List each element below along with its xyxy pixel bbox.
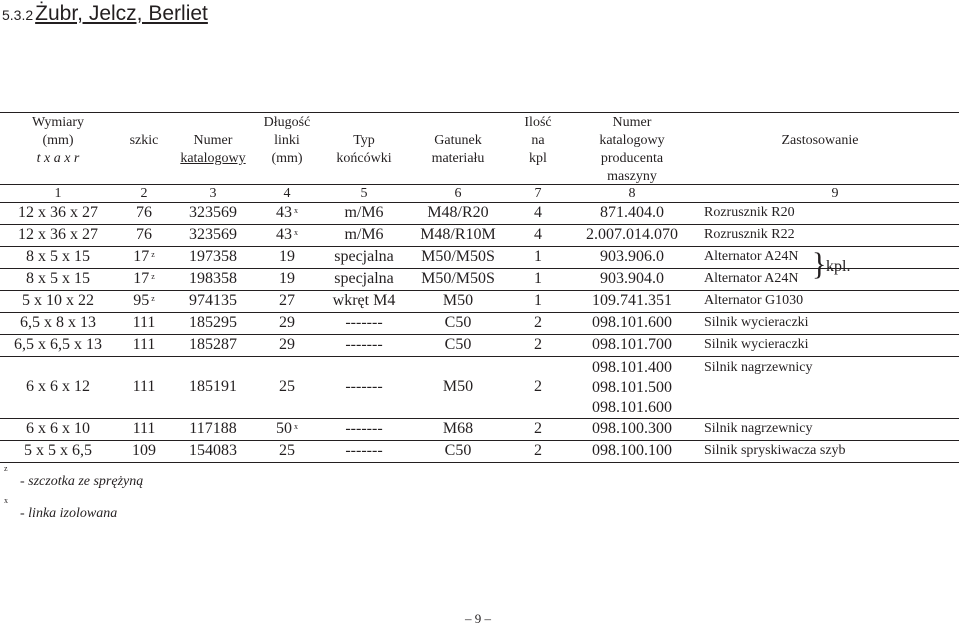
footnote-mark: z bbox=[151, 272, 155, 281]
cell-szkic-value: 109 bbox=[132, 442, 156, 459]
cell-numer-producenta: 098.101.700 bbox=[592, 336, 672, 353]
cell-typ-value: m/M6 bbox=[344, 226, 384, 243]
cell-gatunek bbox=[413, 441, 503, 461]
row-rule bbox=[0, 356, 959, 357]
column-number: 4 bbox=[283, 186, 291, 201]
header-gatunek-line: materiału bbox=[431, 151, 485, 166]
header-typ bbox=[324, 132, 404, 168]
cell-wymiary bbox=[3, 269, 113, 289]
cell-typ-value: ------- bbox=[345, 378, 383, 395]
cell-typ-value: ------- bbox=[345, 420, 383, 437]
header-ilosc-line: kpl bbox=[529, 151, 547, 166]
header-wymiary bbox=[8, 114, 108, 168]
header-ilosc-line: na bbox=[531, 133, 545, 148]
header-typ-line: końcówki bbox=[336, 151, 392, 166]
kpl-note: kpl. bbox=[826, 258, 851, 275]
cell-gatunek bbox=[413, 313, 503, 333]
cell-wymiary-value: 8 x 5 x 15 bbox=[26, 270, 90, 287]
cell-typ bbox=[319, 291, 409, 311]
cell-gatunek bbox=[413, 247, 503, 267]
cell-wymiary-value: 12 x 36 x 27 bbox=[18, 226, 98, 243]
section-heading bbox=[2, 2, 208, 26]
footnote-mark: z bbox=[151, 294, 155, 303]
cell-szkic-value: 95 bbox=[133, 292, 150, 309]
cell-gatunek-value: C50 bbox=[444, 442, 472, 459]
column-number: 1 bbox=[54, 186, 62, 201]
footnote-mark: z bbox=[151, 250, 155, 259]
footnote-mark: x bbox=[294, 422, 298, 431]
cell-ilosc-value: 2 bbox=[534, 314, 542, 331]
cell-wymiary-value: 12 x 36 x 27 bbox=[18, 204, 98, 221]
cell-wymiary bbox=[3, 291, 113, 311]
header-wymiary-line: t x a x r bbox=[36, 151, 80, 166]
cell-numer-producenta: 903.904.0 bbox=[600, 270, 664, 287]
cell-dlugosc-value: 29 bbox=[279, 336, 295, 353]
cell-gatunek-value: M48/R10M bbox=[420, 226, 496, 243]
header-numer-producenta-line: producenta bbox=[600, 151, 664, 166]
cell-dlugosc-value: 19 bbox=[279, 270, 295, 287]
cell-gatunek bbox=[413, 269, 503, 289]
header-dlugosc-line: Długość bbox=[263, 115, 311, 130]
column-number: 9 bbox=[831, 186, 839, 201]
header-szkic bbox=[114, 132, 174, 150]
cell-numer-value: 197358 bbox=[189, 248, 237, 265]
cell-typ-value: ------- bbox=[345, 336, 383, 353]
header-ilosc bbox=[510, 114, 566, 168]
header-wymiary-line: (mm) bbox=[42, 133, 74, 148]
cell-typ-value: specjalna bbox=[334, 270, 394, 287]
cell-wymiary-value: 6 x 6 x 12 bbox=[26, 378, 90, 395]
cell-numer-producenta: 098.101.500 bbox=[592, 379, 672, 396]
cell-gatunek bbox=[413, 225, 503, 245]
cell-zastosowanie: Silnik wycieraczki bbox=[704, 337, 809, 352]
cell-gatunek bbox=[413, 291, 503, 311]
cell-numer-value: 323569 bbox=[189, 226, 237, 243]
cell-typ-value: wkręt M4 bbox=[332, 292, 396, 309]
cell-ilosc-value: 1 bbox=[534, 270, 542, 287]
cell-typ bbox=[319, 247, 409, 267]
footnote-mark: x bbox=[294, 228, 298, 237]
cell-gatunek-value: C50 bbox=[444, 314, 472, 331]
cell-ilosc bbox=[493, 313, 583, 333]
header-gatunek-line: Gatunek bbox=[434, 133, 482, 148]
header-zastosowanie-line: Zastosowanie bbox=[781, 133, 859, 148]
cell-typ bbox=[319, 225, 409, 245]
cell-ilosc-value: 1 bbox=[534, 248, 542, 265]
cell-typ bbox=[319, 419, 409, 439]
cell-szkic-value: 17 bbox=[133, 270, 150, 287]
page-number: – 9 – bbox=[465, 611, 491, 626]
section-number: 5.3.2 bbox=[2, 7, 34, 23]
cell-wymiary-value: 6,5 x 8 x 13 bbox=[20, 314, 96, 331]
cell-gatunek bbox=[413, 335, 503, 355]
cell-typ bbox=[319, 441, 409, 461]
cell-zastosowanie: Rozrusznik R20 bbox=[704, 205, 795, 220]
cell-typ bbox=[319, 269, 409, 289]
column-number: 3 bbox=[209, 186, 217, 201]
cell-szkic-value: 111 bbox=[132, 314, 156, 331]
column-number: 2 bbox=[140, 186, 148, 201]
footnote-mark: x bbox=[294, 206, 298, 215]
cell-wymiary-value: 5 x 10 x 22 bbox=[22, 292, 94, 309]
cell-numer-value: 198358 bbox=[189, 270, 237, 287]
cell-numer-producenta: 098.100.100 bbox=[592, 442, 672, 459]
header-dlugosc-line: linki bbox=[274, 133, 300, 148]
column-number: 6 bbox=[454, 186, 462, 201]
header-wymiary-line: Wymiary bbox=[31, 115, 85, 130]
cell-typ bbox=[319, 377, 409, 397]
cell-szkic-value: 111 bbox=[132, 378, 156, 395]
cell-ilosc bbox=[493, 419, 583, 439]
cell-ilosc bbox=[493, 335, 583, 355]
cell-ilosc-value: 2 bbox=[534, 442, 542, 459]
header-numer-producenta-line: katalogowy bbox=[599, 133, 665, 148]
cell-ilosc bbox=[493, 441, 583, 461]
cell-ilosc-value: 2 bbox=[534, 378, 542, 395]
cell-ilosc bbox=[493, 291, 583, 311]
cell-ilosc-value: 2 bbox=[534, 336, 542, 353]
cell-wymiary-value: 6 x 6 x 10 bbox=[26, 420, 90, 437]
cell-typ bbox=[319, 313, 409, 333]
note-mark-x: x bbox=[4, 496, 8, 505]
header-dlugosc-line: (mm) bbox=[271, 151, 303, 166]
cell-wymiary bbox=[3, 225, 113, 245]
header-numer-producenta bbox=[584, 114, 680, 186]
header-numer-katalogowy-line: katalogowy bbox=[180, 151, 246, 166]
cell-wymiary-value: 8 x 5 x 15 bbox=[26, 248, 90, 265]
cell-numer-producenta: 098.101.600 bbox=[592, 314, 672, 331]
cell-gatunek-value: M50 bbox=[442, 292, 474, 309]
cell-numer-value: 154083 bbox=[189, 442, 237, 459]
cell-numer-producenta: 098.101.400 bbox=[592, 359, 672, 376]
cell-zastosowanie: Silnik spryskiwacza szyb bbox=[704, 443, 846, 458]
cell-szkic-value: 17 bbox=[133, 248, 150, 265]
cell-gatunek bbox=[413, 377, 503, 397]
header-gatunek bbox=[410, 132, 506, 168]
cell-zastosowanie: Silnik nagrzewnicy bbox=[704, 360, 813, 375]
table-top-rule bbox=[0, 112, 959, 113]
cell-dlugosc-value: 43 bbox=[276, 226, 292, 243]
note-linka: - linka izolowana bbox=[20, 506, 118, 521]
cell-typ-value: ------- bbox=[345, 442, 383, 459]
cell-wymiary bbox=[3, 247, 113, 267]
cell-wymiary bbox=[3, 335, 113, 355]
header-numer-katalogowy bbox=[170, 132, 256, 168]
cell-ilosc bbox=[493, 203, 583, 223]
cell-gatunek-value: C50 bbox=[444, 336, 472, 353]
cell-gatunek-value: M50/M50S bbox=[421, 248, 495, 265]
cell-numer-producenta: 098.100.300 bbox=[592, 420, 672, 437]
header-numer-producenta-line: maszyny bbox=[607, 169, 657, 184]
cell-wymiary bbox=[3, 441, 113, 461]
cell-ilosc bbox=[493, 269, 583, 289]
cell-ilosc-value: 4 bbox=[534, 204, 542, 221]
cell-typ bbox=[319, 335, 409, 355]
cell-ilosc bbox=[493, 247, 583, 267]
cell-typ-value: specjalna bbox=[334, 248, 394, 265]
cell-numer-producenta: 109.741.351 bbox=[592, 292, 672, 309]
cell-numer-value: 185191 bbox=[189, 378, 237, 395]
note-szczotka: - szczotka ze sprężyną bbox=[20, 474, 144, 489]
cell-ilosc-value: 4 bbox=[534, 226, 542, 243]
column-number: 8 bbox=[628, 186, 636, 201]
cell-wymiary-value: 5 x 5 x 6,5 bbox=[24, 442, 92, 459]
cell-dlugosc-value: 43 bbox=[276, 204, 292, 221]
cell-gatunek-value: M48/R20 bbox=[427, 204, 489, 221]
header-numer-producenta-line: Numer bbox=[612, 115, 652, 130]
cell-typ-value: ------- bbox=[345, 314, 383, 331]
cell-zastosowanie: Alternator A24N bbox=[704, 271, 799, 286]
cell-wymiary bbox=[3, 313, 113, 333]
column-number: 5 bbox=[360, 186, 368, 201]
cell-typ-value: m/M6 bbox=[344, 204, 384, 221]
cell-szkic-value: 111 bbox=[132, 420, 156, 437]
cell-typ bbox=[319, 203, 409, 223]
cell-ilosc-value: 2 bbox=[534, 420, 542, 437]
cell-dlugosc-value: 19 bbox=[279, 248, 295, 265]
cell-ilosc bbox=[493, 377, 583, 397]
cell-numer-value: 117188 bbox=[189, 420, 237, 437]
cell-numer-value: 974135 bbox=[189, 292, 237, 309]
cell-numer-value: 323569 bbox=[189, 204, 237, 221]
cell-wymiary bbox=[3, 419, 113, 439]
cell-dlugosc-value: 50 bbox=[276, 420, 292, 437]
column-number: 7 bbox=[534, 186, 542, 201]
cell-dlugosc-value: 25 bbox=[279, 378, 295, 395]
note-mark-z: z bbox=[4, 464, 8, 473]
section-title: Żubr, Jelcz, Berliet bbox=[35, 2, 208, 25]
cell-gatunek bbox=[413, 203, 503, 223]
cell-dlugosc-value: 27 bbox=[279, 292, 295, 309]
header-zastosowanie bbox=[770, 132, 870, 150]
header-szkic-line: szkic bbox=[129, 133, 159, 148]
header-dlugosc bbox=[252, 114, 322, 168]
cell-szkic-value: 76 bbox=[136, 226, 152, 243]
cell-gatunek-value: M68 bbox=[442, 420, 474, 437]
row-rule bbox=[0, 462, 959, 463]
cell-zastosowanie: Rozrusznik R22 bbox=[704, 227, 795, 242]
cell-szkic-value: 76 bbox=[136, 204, 152, 221]
cell-zastosowanie: Silnik wycieraczki bbox=[704, 315, 809, 330]
cell-szkic-value: 111 bbox=[132, 336, 156, 353]
cell-wymiary bbox=[3, 377, 113, 397]
cell-gatunek-value: M50 bbox=[442, 378, 474, 395]
cell-numer-value: 185287 bbox=[189, 336, 237, 353]
cell-numer-value: 185295 bbox=[189, 314, 237, 331]
cell-numer-producenta: 098.101.600 bbox=[592, 399, 672, 416]
cell-numer-producenta: 2.007.014.070 bbox=[586, 226, 678, 243]
cell-numer-producenta: 871.404.0 bbox=[600, 204, 664, 221]
cell-wymiary-value: 6,5 x 6,5 x 13 bbox=[14, 336, 102, 353]
cell-ilosc bbox=[493, 225, 583, 245]
brace-symbol: } bbox=[812, 247, 827, 282]
cell-dlugosc-value: 29 bbox=[279, 314, 295, 331]
cell-wymiary bbox=[3, 203, 113, 223]
header-ilosc-line: Ilość bbox=[524, 115, 552, 130]
cell-gatunek-value: M50/M50S bbox=[421, 270, 495, 287]
cell-zastosowanie: Alternator A24N bbox=[704, 249, 799, 264]
cell-gatunek bbox=[413, 419, 503, 439]
header-numer-katalogowy-line: Numer bbox=[193, 133, 233, 148]
cell-ilosc-value: 1 bbox=[534, 292, 542, 309]
cell-numer-producenta: 903.906.0 bbox=[600, 248, 664, 265]
cell-zastosowanie: Alternator G1030 bbox=[704, 293, 804, 308]
header-typ-line: Typ bbox=[353, 133, 375, 148]
cell-zastosowanie: Silnik nagrzewnicy bbox=[704, 421, 813, 436]
cell-dlugosc-value: 25 bbox=[279, 442, 295, 459]
